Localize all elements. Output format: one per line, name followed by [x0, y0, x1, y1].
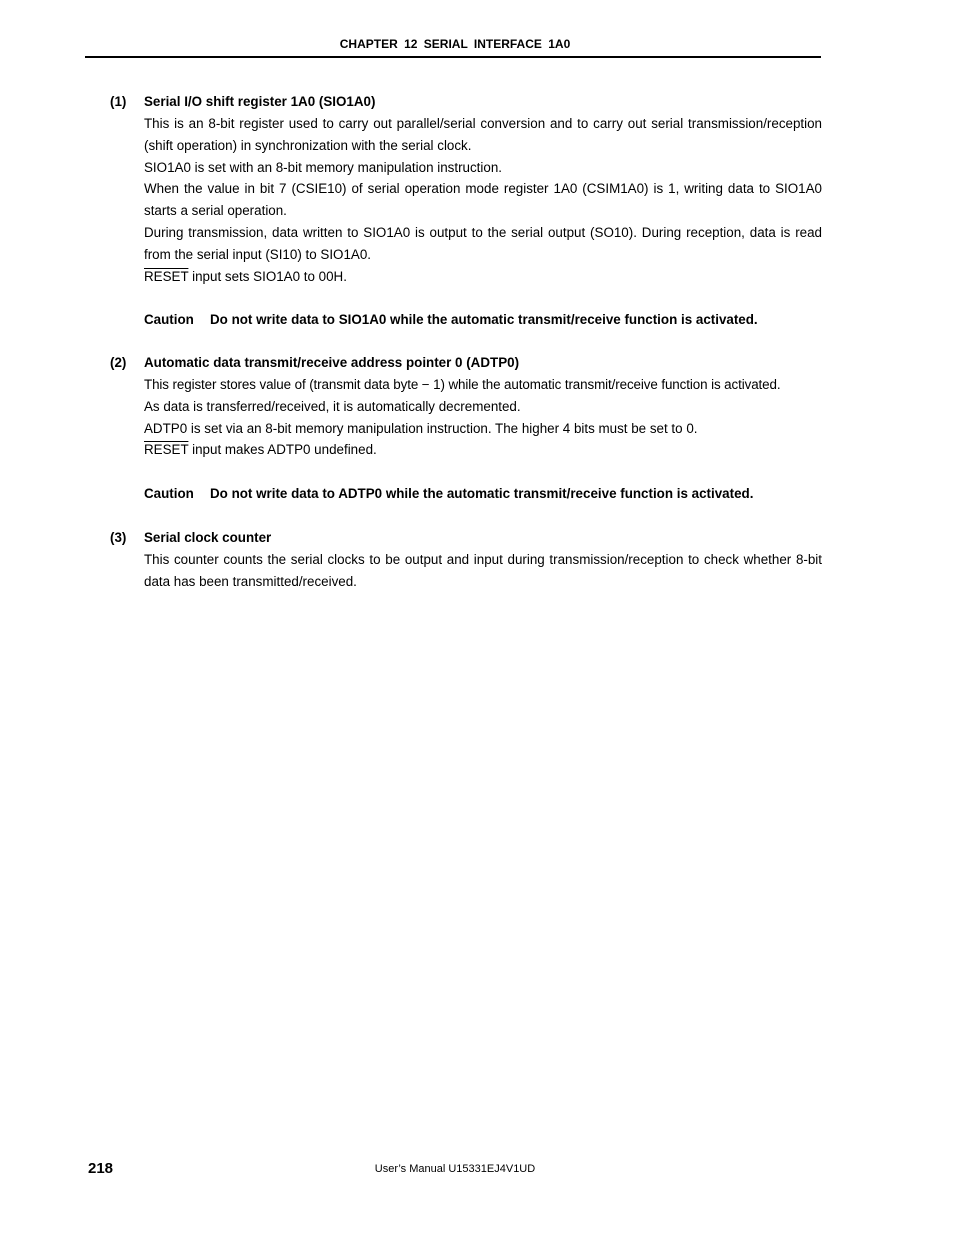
chapter-header: CHAPTER 12 SERIAL INTERFACE 1A0 [339, 37, 571, 51]
section-body [144, 549, 822, 593]
reset-paragraph [144, 266, 822, 288]
reset-signal: RESET [144, 442, 189, 458]
section-heading [110, 527, 822, 549]
section-body [144, 374, 822, 461]
paragraph: This counter counts the serial clocks to be output and input during transmission/reception to check whether 8-bit data has been transmitted/received. [144, 552, 822, 589]
caution-sio1a0 [144, 309, 822, 331]
paragraph: As data is transferred/received, it is automatically decremented. [144, 398, 521, 414]
section-adtp0 [110, 352, 822, 461]
paragraph: When the value in bit 7 (CSIE10) of serial operation mode register 1A0 (CSIM1A0) is 1, writing data to SIO1A0 starts a serial operation. [144, 181, 822, 219]
section-heading [110, 91, 822, 113]
caution-label: Caution [144, 312, 194, 327]
section-serial-clock-counter [110, 527, 822, 593]
paragraph: During transmission, data written to SIO1A0 is output to the serial output (SO10). During reception, data is read from the serial input (SI10) to SIO1A0. [144, 224, 822, 262]
paragraph: This register stores value of (transmit data byte − 1) while the automatic transmit/receive function is activated. [144, 377, 781, 392]
section-heading [110, 352, 822, 374]
reset-text: input sets SIO1A0 to 00H. [188, 268, 347, 284]
section-body [144, 113, 822, 287]
caution-adtp0 [144, 483, 822, 505]
caution-text: Do not write data to ADTP0 while the automatic transmit/receive function is activated. [210, 486, 754, 501]
manual-id: User’s Manual U15331EJ4V1UD [374, 1163, 536, 1175]
section-title: Serial clock counter [144, 530, 272, 545]
paragraph: SIO1A0 is set with an 8-bit memory manipulation instruction. [144, 159, 502, 175]
header-rule [85, 56, 821, 58]
section-number: (1) [110, 94, 127, 109]
paragraph: This is an 8-bit register used to carry out parallel/serial conversion and to carry out serial transmission/reception (shift operation) in synchronization with the serial clock. [144, 116, 822, 153]
section-number: (3) [110, 530, 127, 545]
caution-text: Do not write data to SIO1A0 while the automatic transmit/receive function is activated. [210, 312, 758, 327]
section-title: Automatic data transmit/receive address pointer 0 (ADTP0) [144, 355, 520, 370]
section-sio1a0 [110, 91, 822, 287]
reset-signal: RESET [144, 268, 189, 284]
section-number: (2) [110, 355, 127, 370]
section-title: Serial I/O shift register 1A0 (SIO1A0) [144, 94, 376, 109]
paragraph: ADTP0 is set via an 8-bit memory manipulation instruction. The higher 4 bits must be set to 0. [144, 420, 698, 436]
page-number: 218 [88, 1160, 114, 1177]
reset-paragraph [144, 439, 822, 461]
reset-text: input makes ADTP0 undefined. [188, 442, 377, 458]
caution-label: Caution [144, 486, 194, 501]
